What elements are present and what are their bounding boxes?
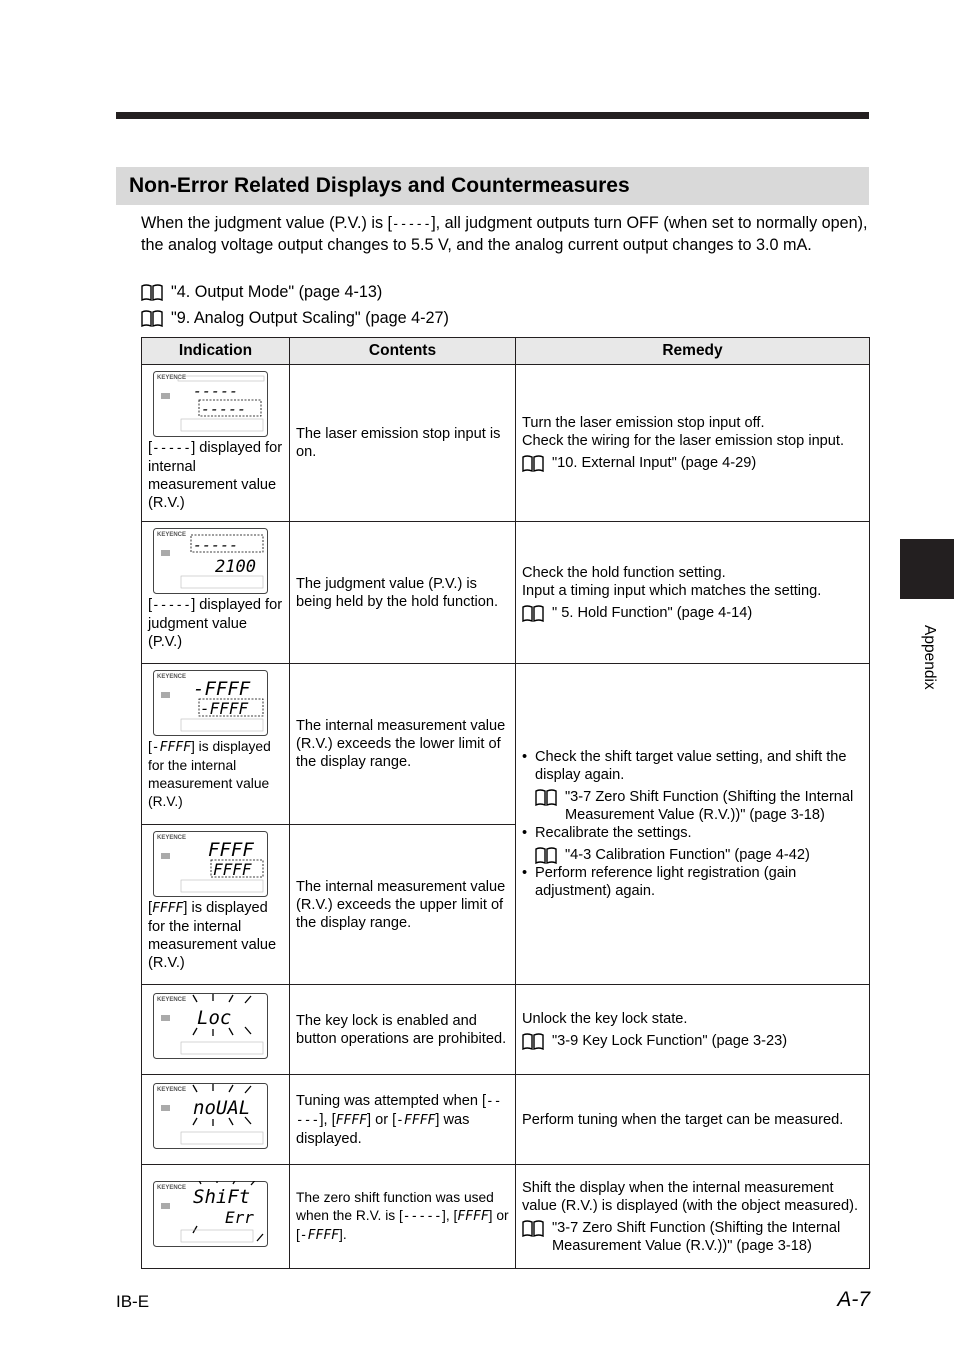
lcd-brand-logo: KEYENCE [157,1185,187,1191]
lcd-brand-logo: KEYENCE [157,997,187,1003]
lcd-main-value: ----- [193,382,239,400]
lcd-display-illustration [153,670,268,736]
remedy-cell: Unlock the key lock state. "3-9 Key Lock Function" (page 3-23) [516,985,870,1075]
list-item: • Perform reference light registration (gain adjustment) again. [522,864,863,900]
manual-book-icon [522,1219,544,1237]
reference-link[interactable]: "9. Analog Output Scaling" (page 4-27) [141,308,449,328]
section-title: Non-Error Related Displays and Countermeasures [129,174,630,197]
display-countermeasure-table [141,337,870,1269]
table-row [142,365,870,522]
lcd-main-value: FFFF [208,839,254,861]
lcd-sub-value: FFFF [213,860,252,879]
manual-book-icon [141,283,163,301]
chapter-label: Appendix [921,625,938,690]
contents-cell: The internal measurement value (R.V.) exceeds the lower limit of the display range. [290,664,516,825]
lcd-main-value: Loc [197,1007,232,1029]
reference-link[interactable]: "10. External Input" (page 4-29) [522,454,863,472]
table-row [142,1075,870,1165]
contents-cell: The judgment value (P.V.) is being held by the hold function. [290,522,516,664]
dash-code: ----- [392,217,432,232]
reference-link[interactable]: "3-7 Zero Shift Function (Shifting the Internal Measurement Value (R.V.))" (page 3-18) [535,788,863,824]
indication-cell: KEYENCE FFFF FFFF [FFFF] is displayed for the internal measurement value (R.V.) [142,825,290,985]
chapter-tab [900,539,954,599]
col-header-remedy: Remedy [516,338,870,365]
table-row [142,1165,870,1269]
remedy-cell: Shift the display when the internal measurement value (R.V.) is displayed (with the object measured). "3-7 Zero Shift Function (Shifting the Internal Measurement Value (R.V.))" (page 3-18) [516,1165,870,1269]
page-number: A-7 [837,1288,870,1311]
manual-book-icon [535,788,557,806]
top-rule [116,112,869,119]
list-item: • Check the shift target value setting, and shift the display again. "3-7 Zero Shift Function (Shifting the Internal Measurement Value (R.V.))" (page 3-18) [522,748,863,824]
reference-link[interactable]: "3-7 Zero Shift Function (Shifting the Internal Measurement Value (R.V.))" (page 3-18) [522,1219,863,1255]
indication-cell [142,1075,290,1165]
lcd-main-value: -FFFF [193,678,251,700]
remedy-cell: Check the hold function setting. Input a timing input which matches the setting. " 5. Hold Function" (page 4-14) [516,522,870,664]
col-header-contents: Contents [290,338,516,365]
lcd-sub-value: -FFFF [200,699,249,718]
list-item: • Recalibrate the settings. "4-3 Calibration Function" (page 4-42) [522,824,863,864]
remedy-list [522,748,863,900]
contents-cell: Tuning was attempted when [-----], [FFFF] or [-FFFF] was displayed. [290,1075,516,1165]
reference-link[interactable]: "4. Output Mode" (page 4-13) [141,282,382,302]
lcd-display-illustration [153,831,268,897]
table-row [142,985,870,1075]
table-row [142,664,870,825]
lcd-display-illustration [153,371,268,437]
remedy-cell: Perform tuning when the target can be measured. [516,1075,870,1165]
reference-link[interactable]: " 5. Hold Function" (page 4-14) [522,604,863,622]
manual-book-icon [535,846,557,864]
lcd-main-value: ShiFt [193,1186,251,1208]
lcd-display-illustration [153,1083,268,1149]
reference-link[interactable]: "4-3 Calibration Function" (page 4-42) [535,846,863,864]
lcd-brand-logo: KEYENCE [157,835,187,841]
contents-cell: The key lock is enabled and button operations are prohibited. [290,985,516,1075]
lcd-sub-value: 2100 [215,557,256,577]
indication-cell: KEYENCE ----- 2100 [-----] displayed for judgment value (P.V.) [142,522,290,664]
manual-book-icon [522,454,544,472]
lcd-main-value: ----- [193,536,239,554]
lcd-brand-logo: KEYENCE [157,674,187,680]
table-row [142,522,870,664]
lcd-brand-logo: KEYENCE [157,375,187,381]
lcd-display-illustration [153,1181,268,1247]
manual-book-icon [522,604,544,622]
remedy-cell: Turn the laser emission stop input off. Check the wiring for the laser emission stop input. "10. External Input" (page 4-29) [516,365,870,522]
col-header-indication: Indication [142,338,290,365]
lcd-display-illustration [153,528,268,594]
indication-cell [142,985,290,1075]
lcd-display-illustration [153,993,268,1059]
contents-cell: The internal measurement value (R.V.) exceeds the upper limit of the display range. [290,825,516,985]
intro-paragraph: When the judgment value (P.V.) is [-----], all judgment outputs turn OFF (when set to normally open), the analog voltage output changes to 5.5 V, and the analog current output changes to 3.0 mA. [141,214,868,254]
lcd-sub-value: ----- [201,400,247,418]
manual-book-icon [141,309,163,327]
indication-cell [142,1165,290,1269]
indication-cell: KEYENCE ----- ----- [-----] displayed for internal measurement value (R.V.) [142,365,290,522]
contents-cell: The zero shift function was used when the R.V. is [-----], [FFFF] or [-FFFF]. [290,1165,516,1269]
reference-link[interactable]: "3-9 Key Lock Function" (page 3-23) [522,1032,863,1050]
lcd-sub-value: Err [225,1208,254,1227]
lcd-brand-logo: KEYENCE [157,532,187,538]
indication-cell: KEYENCE -FFFF -FFFF [-FFFF] is displayed for the internal measurement value (R.V.) [142,664,290,825]
lcd-brand-logo: KEYENCE [157,1087,187,1093]
contents-cell: The laser emission stop input is on. [290,365,516,522]
remedy-cell-shared [516,664,870,985]
footer-doc-code: IB-E [116,1292,150,1311]
lcd-main-value: noUAL [193,1097,251,1119]
manual-book-icon [522,1032,544,1050]
section-title-bar [116,167,869,205]
